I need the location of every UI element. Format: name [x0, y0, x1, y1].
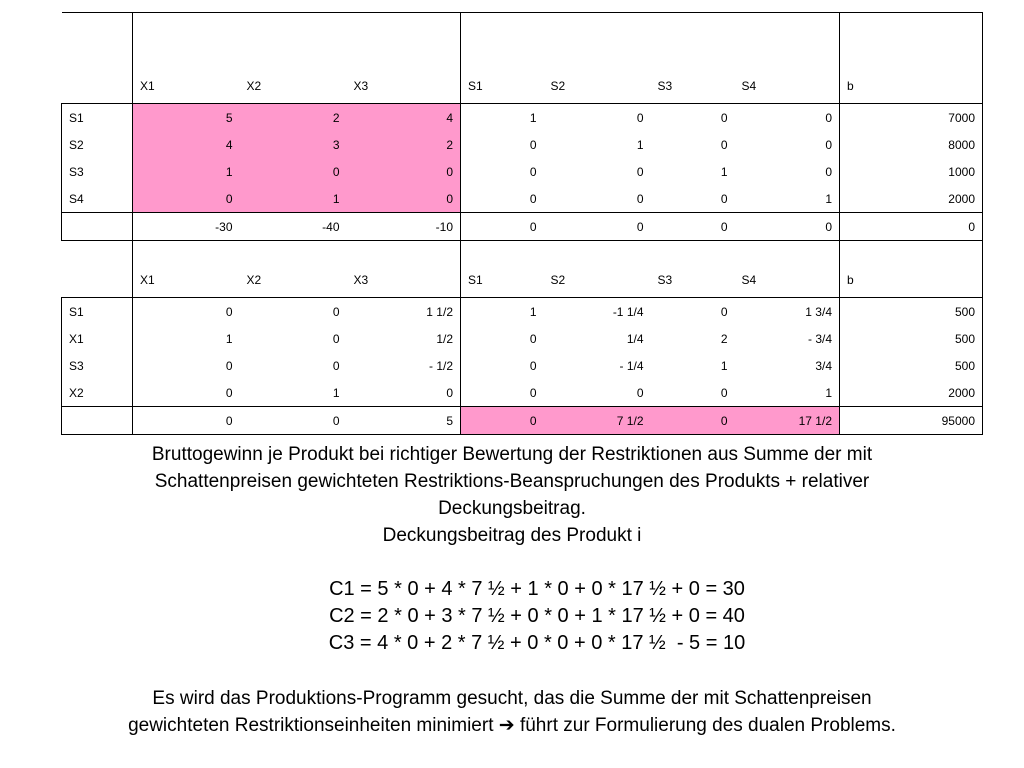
cell: 0 — [240, 298, 347, 326]
formula-c1: C1 = 5 * 0 + 4 * 7 ½ + 1 * 0 + 0 * 17 ½ + 0 = 30 — [329, 578, 745, 600]
formula-c3: C3 = 4 * 0 + 2 * 7 ½ + 0 * 0 + 0 * 17 ½ - 5 = 10 — [328, 632, 746, 654]
cell: 500 — [840, 325, 983, 352]
cell: 0 — [332, 358, 340, 373]
cell: 7000 — [840, 104, 983, 132]
cell: 500 — [840, 298, 983, 326]
row-label: X2 — [62, 379, 133, 407]
row-label: S4 — [62, 185, 133, 213]
cell: 0 — [825, 137, 832, 152]
cell: 0 — [825, 164, 832, 179]
row-label: X1 — [62, 325, 133, 352]
cell: 1 — [825, 191, 832, 206]
tableau-header-row — [62, 207, 983, 298]
cell: -30 — [133, 213, 240, 241]
cell: 0 — [133, 379, 240, 407]
cell: 3 — [240, 131, 347, 158]
table-row — [62, 352, 983, 379]
cell: 0 — [735, 213, 840, 241]
tableau-header-row — [62, 13, 983, 104]
cell: 0 — [461, 379, 544, 407]
final-simplex-tableau — [61, 207, 983, 435]
row-label — [62, 407, 133, 435]
header-s1: S1 — [461, 13, 544, 104]
cell: 0 — [720, 385, 728, 400]
cell: 1 — [332, 385, 340, 400]
cell: 1000 — [840, 158, 983, 185]
shadow-price-cell: 0 — [651, 407, 735, 435]
row-label: S1 — [62, 104, 133, 132]
conclusion-line — [0, 712, 1024, 739]
cell: 1 — [461, 298, 544, 326]
header-b: b — [840, 13, 983, 104]
shadow-price-cell: 7 1/2 — [544, 407, 651, 435]
cell: - 1/4 — [619, 358, 644, 373]
row-label: S2 — [62, 131, 133, 158]
explanation-paragraph — [0, 441, 1024, 549]
cell: 0 — [461, 352, 544, 379]
header-s3: S3 — [651, 13, 735, 104]
explanation-line: Schattenpreisen gewichteten Restriktions-Beanspruchungen des Produkts + relativer — [154, 471, 870, 492]
cell: 1 — [240, 185, 347, 213]
cell: 0 — [461, 131, 544, 158]
cell: 0 — [636, 385, 644, 400]
cell: 0 — [347, 185, 461, 213]
conclusion-text: führt zur Formulierung des dualen Problems. — [514, 715, 896, 736]
explanation-line: Bruttogewinn je Produkt bei richtiger Bewertung der Restriktionen aus Summe der mit — [151, 444, 873, 465]
conclusion-paragraph — [0, 685, 1024, 739]
row-label: S3 — [62, 158, 133, 185]
cell: 0 — [461, 185, 544, 213]
cell: 0 — [347, 158, 461, 185]
cell: 0 — [544, 213, 651, 241]
cell: 2000 — [840, 185, 983, 213]
cell: 0 — [240, 158, 347, 185]
conclusion-text: gewichteten Restriktionseinheiten minimiert — [128, 715, 499, 736]
cell: 0 — [461, 325, 544, 352]
cell: 0 — [720, 191, 728, 206]
formula-c2: C2 = 2 * 0 + 3 * 7 ½ + 0 * 0 + 1 * 17 ½ + 0 = 40 — [329, 605, 745, 627]
cell: 1 — [461, 104, 544, 132]
cell: 0 — [720, 137, 728, 152]
header-x1: X1 — [133, 207, 240, 298]
header-s3: S3 — [657, 273, 673, 287]
cell: - 3/4 — [807, 331, 832, 346]
cell: 0 — [636, 164, 644, 179]
cell: 0 — [544, 104, 651, 132]
cell: 4 — [347, 104, 461, 132]
cell: 1 1/2 — [347, 298, 461, 326]
cell: 0 — [651, 213, 735, 241]
table-row — [62, 158, 983, 185]
cell: 0 — [461, 213, 544, 241]
cell: 2 — [720, 331, 728, 346]
cell: 95000 — [840, 407, 983, 435]
cell: 0 — [133, 298, 240, 326]
cell: 0 — [446, 385, 453, 400]
cell: 0 — [133, 407, 240, 435]
cell: 1 — [133, 325, 240, 352]
header-s1: S1 — [461, 207, 544, 298]
explanation-line: Deckungsbeitrag. — [438, 498, 586, 519]
header-s4: S4 — [735, 13, 840, 104]
cell: 1 — [636, 137, 644, 152]
header-x3: X3 — [353, 273, 369, 287]
cell: 0 — [651, 298, 735, 326]
cell: 1 3/4 — [735, 298, 840, 326]
cell: 5 — [347, 407, 461, 435]
cell: 1 — [720, 358, 728, 373]
header-x2: X2 — [240, 13, 347, 104]
cell: 0 — [332, 331, 340, 346]
cell: -10 — [347, 213, 461, 241]
cell: 1/4 — [626, 331, 644, 346]
arrow-right-icon: ➔ — [498, 714, 515, 736]
header-s4: S4 — [741, 273, 757, 287]
cell: 1 — [133, 158, 240, 185]
table-row — [62, 104, 983, 132]
shadow-price-cell: 17 1/2 — [735, 407, 840, 435]
shadow-price-cell: 0 — [461, 407, 544, 435]
cell: 0 — [240, 407, 347, 435]
cell: 0 — [133, 352, 240, 379]
conclusion-line: Es wird das Produktions-Programm gesucht, das die Summe der mit Schattenpreisen — [152, 688, 872, 709]
cell: - 1/2 — [428, 358, 453, 373]
objective-row — [62, 407, 983, 435]
header-x2: X2 — [246, 273, 262, 287]
cell: 0 — [735, 104, 840, 132]
table-row — [62, 379, 983, 407]
cell: 0 — [651, 104, 735, 132]
cell: 500 — [840, 352, 983, 379]
explanation-line: Deckungsbeitrag des Produkt i — [382, 525, 642, 546]
cell: -1 1/4 — [544, 298, 651, 326]
cell: 8000 — [840, 131, 983, 158]
cell: 0 — [840, 213, 983, 241]
header-s2: S2 — [550, 273, 566, 287]
cell: 2000 — [840, 379, 983, 407]
cell: 4 — [133, 131, 240, 158]
cell: 2 — [240, 104, 347, 132]
table-row — [62, 131, 983, 158]
cell: -40 — [240, 213, 347, 241]
cell: 0 — [461, 158, 544, 185]
cell: 1 — [720, 164, 728, 179]
row-label: S1 — [62, 298, 133, 326]
cell: 0 — [133, 185, 240, 213]
cell: 0 — [636, 191, 644, 206]
header-s2: S2 — [544, 13, 651, 104]
cell: 2 — [347, 131, 461, 158]
cell: 3/4 — [815, 358, 832, 373]
table-row — [62, 298, 983, 326]
cell: 5 — [133, 104, 240, 132]
formula-block — [0, 576, 1024, 657]
cell: 1/2 — [436, 331, 453, 346]
header-b: b — [840, 207, 983, 298]
table-row — [62, 325, 983, 352]
cell: 1 — [825, 385, 832, 400]
header-x3: X3 — [347, 13, 461, 104]
header-x1: X1 — [133, 13, 240, 104]
row-label: S3 — [62, 352, 133, 379]
